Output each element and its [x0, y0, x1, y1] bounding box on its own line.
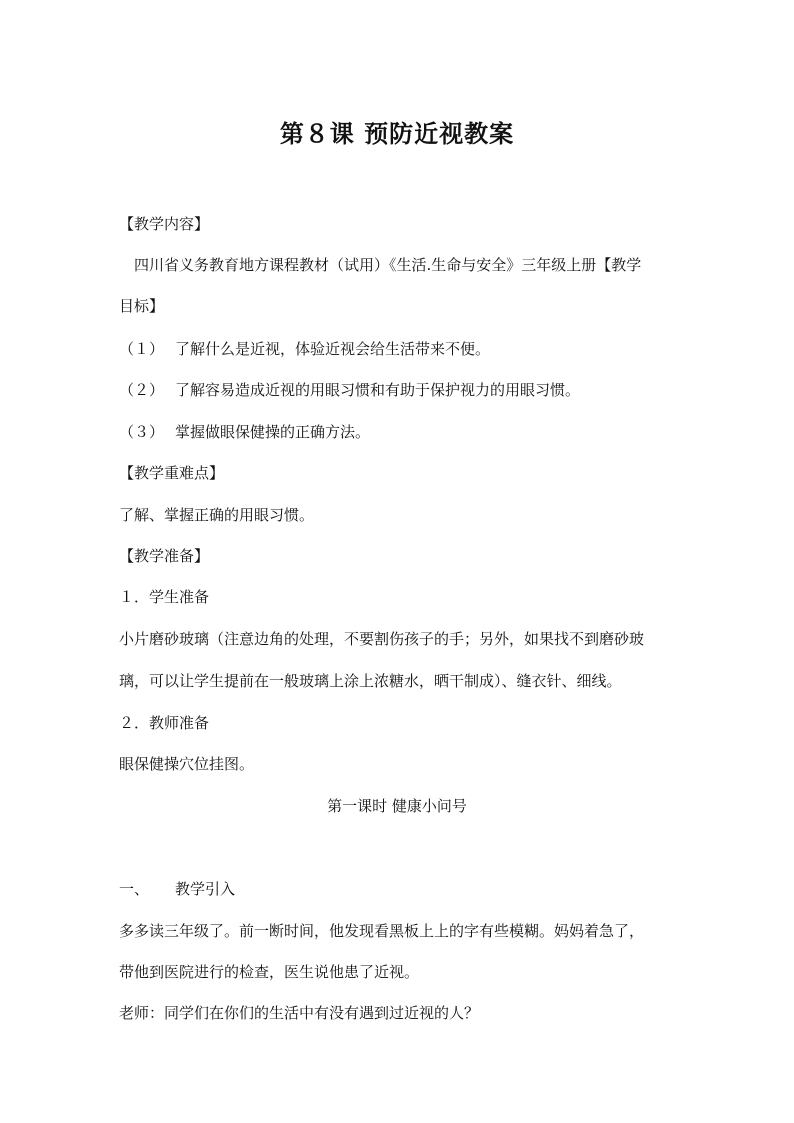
paragraph-line: 了解、掌握正确的用眼习惯。 [119, 506, 315, 524]
paragraph-line: 小片磨砂玻璃（注意边角的处理，不要割伤孩子的手；另外，如果找不到磨砂玻 [119, 630, 645, 648]
lesson-subtitle: 第一课时 健康小问号 [327, 797, 467, 815]
section-heading-intro [119, 878, 235, 900]
subheading-teacher-prep: ２．教师准备 [119, 714, 210, 732]
objective-item-3 [119, 421, 370, 443]
objective-text: 了解什么是近视，体验近视会给生活带来不便。 [175, 340, 491, 358]
objective-number: （２） [119, 381, 165, 399]
subheading-student-prep: １．学生准备 [119, 588, 210, 606]
objective-number: （３） [119, 423, 165, 441]
paragraph-line: 璃，可以让学生提前在一般玻璃上涂上浓糖水，晒干制成）、缝衣针、细线。 [119, 672, 622, 690]
paragraph-line: 带他到医院进行的检查，医生说他患了近视。 [119, 963, 420, 981]
objective-number: （１） [119, 340, 165, 358]
objective-text: 了解容易造成近视的用眼习惯和有助于保护视力的用眼习惯。 [175, 381, 581, 399]
paragraph-line: 老师：同学们在你们的生活中有没有遇到过近视的人？ [119, 1004, 480, 1022]
objective-text: 掌握做眼保健操的正确方法。 [175, 423, 371, 441]
paragraph-line: 多多读三年级了。前一断时间，他发现看黑板上上的字有些模糊。妈妈着急了， [119, 922, 645, 940]
paragraph-line: 眼保健操穴位挂图。 [119, 755, 255, 773]
heading-teaching-content: 【教学内容】 [119, 215, 210, 233]
page-title: 第８课 预防近视教案 [279, 120, 515, 148]
section-number: 一、 [119, 880, 150, 898]
objective-item-2 [119, 379, 580, 401]
heading-preparation: 【教学准备】 [119, 547, 210, 565]
section-text: 教学引入 [175, 880, 236, 898]
paragraph-line: 四川省义务教育地方课程教材（试用）《生活.生命与安全》三年级上册【教学 [134, 256, 642, 274]
paragraph-line: 目标】 [119, 297, 165, 315]
heading-key-points: 【教学重难点】 [119, 464, 225, 482]
objective-item-1 [119, 338, 490, 360]
